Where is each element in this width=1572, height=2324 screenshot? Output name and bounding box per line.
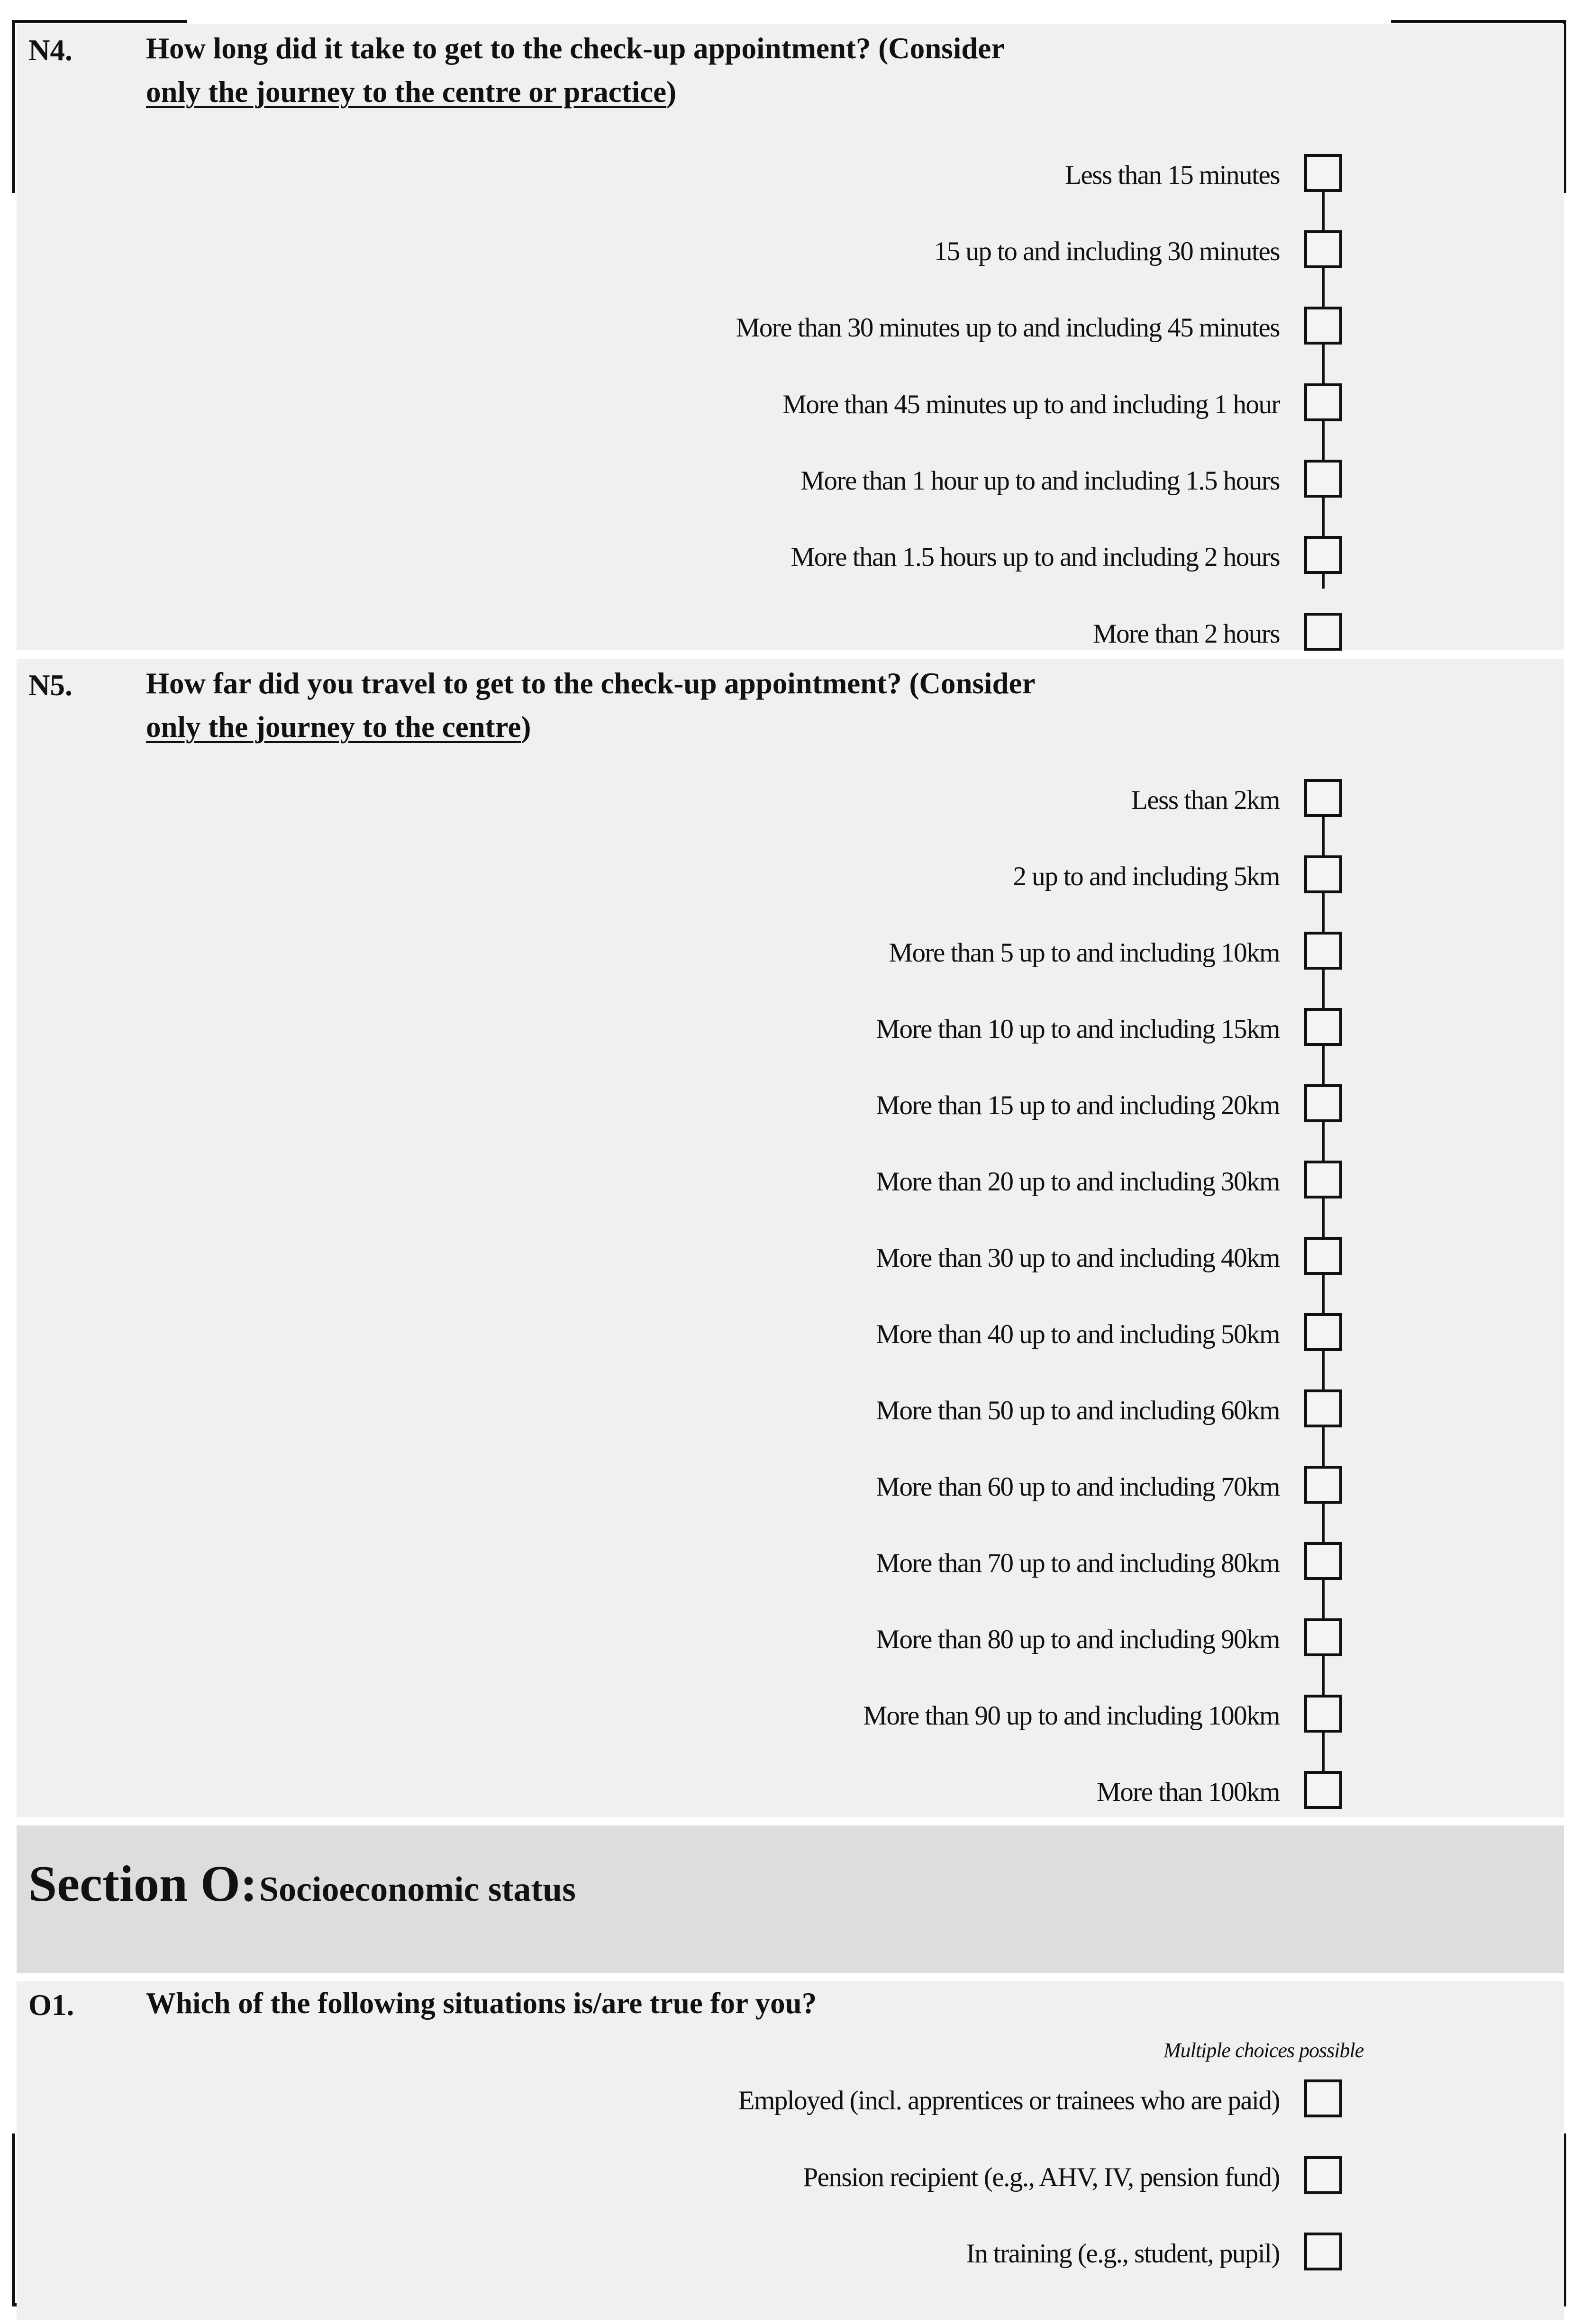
checkbox[interactable]: [1304, 307, 1342, 345]
answer-option[interactable]: [17, 855, 1564, 898]
corner-mark-bottom-left: [12, 2133, 15, 2306]
question-number: N4.: [28, 34, 73, 67]
question-text: Which of the following situations is/are true for you?: [146, 1987, 817, 2020]
option-label: More than 1 hour up to and including 1.5 hours: [800, 466, 1280, 496]
option-label: Less than 15 minutes: [1065, 160, 1280, 190]
option-label: Less than 2km: [1131, 785, 1280, 815]
checkbox[interactable]: [1304, 932, 1342, 970]
answer-option[interactable]: [17, 383, 1564, 426]
checkbox[interactable]: [1304, 1161, 1342, 1198]
answer-option[interactable]: [17, 2156, 1564, 2199]
question-text: How far did you travel to get to the check-up appointment? (Consider only the journey to the centre): [146, 667, 1036, 744]
checkbox[interactable]: [1304, 779, 1342, 817]
checkbox[interactable]: [1304, 1084, 1342, 1122]
answer-option[interactable]: [17, 1237, 1564, 1280]
answer-option[interactable]: [17, 230, 1564, 273]
checkbox[interactable]: [1304, 1542, 1342, 1580]
option-label: More than 90 up to and including 100km: [863, 1701, 1280, 1731]
checkbox[interactable]: [1304, 1313, 1342, 1351]
section-title: Section O: Socioeconomic status: [28, 1856, 576, 1912]
answer-option[interactable]: [17, 2233, 1564, 2275]
option-label: Employed (incl. apprentices or trainees who are paid): [738, 2086, 1280, 2115]
checkbox[interactable]: [1304, 1008, 1342, 1046]
checkbox[interactable]: [1304, 1466, 1342, 1504]
checkbox[interactable]: [1304, 613, 1342, 651]
answer-option[interactable]: [17, 613, 1564, 655]
corner-mark-top-left: [12, 20, 187, 23]
option-label: More than 60 up to and including 70km: [876, 1472, 1280, 1502]
option-label: More than 1.5 hours up to and including 2 hours: [791, 542, 1280, 572]
answer-option[interactable]: [17, 1161, 1564, 1203]
answer-option[interactable]: [17, 1466, 1564, 1508]
option-label: Pension recipient (e.g., AHV, IV, pension fund): [803, 2162, 1280, 2192]
option-label: 15 up to and including 30 minutes: [934, 236, 1280, 266]
answer-option[interactable]: [17, 154, 1564, 197]
option-label: In training (e.g., student, pupil): [966, 2239, 1280, 2269]
answer-option[interactable]: [17, 1542, 1564, 1585]
checkbox[interactable]: [1304, 1618, 1342, 1656]
answer-option[interactable]: [17, 1771, 1564, 1814]
option-label: More than 15 up to and including 20km: [876, 1090, 1280, 1120]
option-label: More than 2 hours: [1092, 619, 1280, 649]
question-number: O1.: [28, 1988, 74, 2022]
option-label: More than 45 minutes up to and including 1 hour: [782, 390, 1280, 419]
corner-mark-top-right: [1391, 20, 1566, 23]
checkbox[interactable]: [1304, 383, 1342, 421]
option-label: More than 10 up to and including 15km: [876, 1014, 1280, 1044]
checkbox[interactable]: [1304, 2156, 1342, 2194]
answer-option[interactable]: [17, 1618, 1564, 1661]
checkbox[interactable]: [1304, 460, 1342, 498]
checkbox[interactable]: [1304, 1237, 1342, 1275]
answer-option[interactable]: [17, 536, 1564, 579]
answer-option[interactable]: [17, 1389, 1564, 1432]
checkbox[interactable]: [1304, 2233, 1342, 2270]
answer-option[interactable]: [17, 779, 1564, 822]
option-label: 2 up to and including 5km: [1013, 862, 1280, 891]
option-label: More than 40 up to and including 50km: [876, 1319, 1280, 1349]
option-label: More than 30 minutes up to and including 45 minutes: [736, 313, 1280, 343]
answer-option[interactable]: [17, 1008, 1564, 1051]
checkbox[interactable]: [1304, 1389, 1342, 1427]
checkbox[interactable]: [1304, 154, 1342, 192]
option-label: More than 80 up to and including 90km: [876, 1625, 1280, 1654]
answer-option[interactable]: [17, 1313, 1564, 1356]
checkbox[interactable]: [1304, 536, 1342, 574]
question-n5: [17, 659, 1564, 1817]
checkbox[interactable]: [1304, 1695, 1342, 1733]
corner-mark-top-left: [12, 20, 15, 193]
answer-option[interactable]: [17, 932, 1564, 974]
checkbox[interactable]: [1304, 1771, 1342, 1809]
checkbox[interactable]: [1304, 855, 1342, 893]
question-text: How long did it take to get to the check-up appointment? (Consider only the journey to the centre or practice): [146, 32, 1005, 109]
option-label: More than 20 up to and including 30km: [876, 1167, 1280, 1197]
answer-option[interactable]: [17, 2079, 1564, 2122]
answer-option[interactable]: [17, 1084, 1564, 1127]
question-number: N5.: [28, 669, 73, 702]
option-label: More than 50 up to and including 60km: [876, 1396, 1280, 1425]
answer-option[interactable]: [17, 307, 1564, 349]
answer-option[interactable]: [17, 460, 1564, 502]
option-label: More than 30 up to and including 40km: [876, 1243, 1280, 1273]
multiple-choice-hint: Multiple choices possible: [1163, 2039, 1364, 2062]
answer-option[interactable]: [17, 1695, 1564, 1737]
question-n4: [17, 24, 1564, 650]
option-label: More than 100km: [1097, 1777, 1280, 1807]
question-o1: [17, 1981, 1564, 2320]
checkbox[interactable]: [1304, 230, 1342, 268]
checkbox[interactable]: [1304, 2079, 1342, 2117]
section-header: [17, 1825, 1564, 1973]
option-label: More than 5 up to and including 10km: [889, 938, 1280, 968]
option-label: More than 70 up to and including 80km: [876, 1548, 1280, 1578]
